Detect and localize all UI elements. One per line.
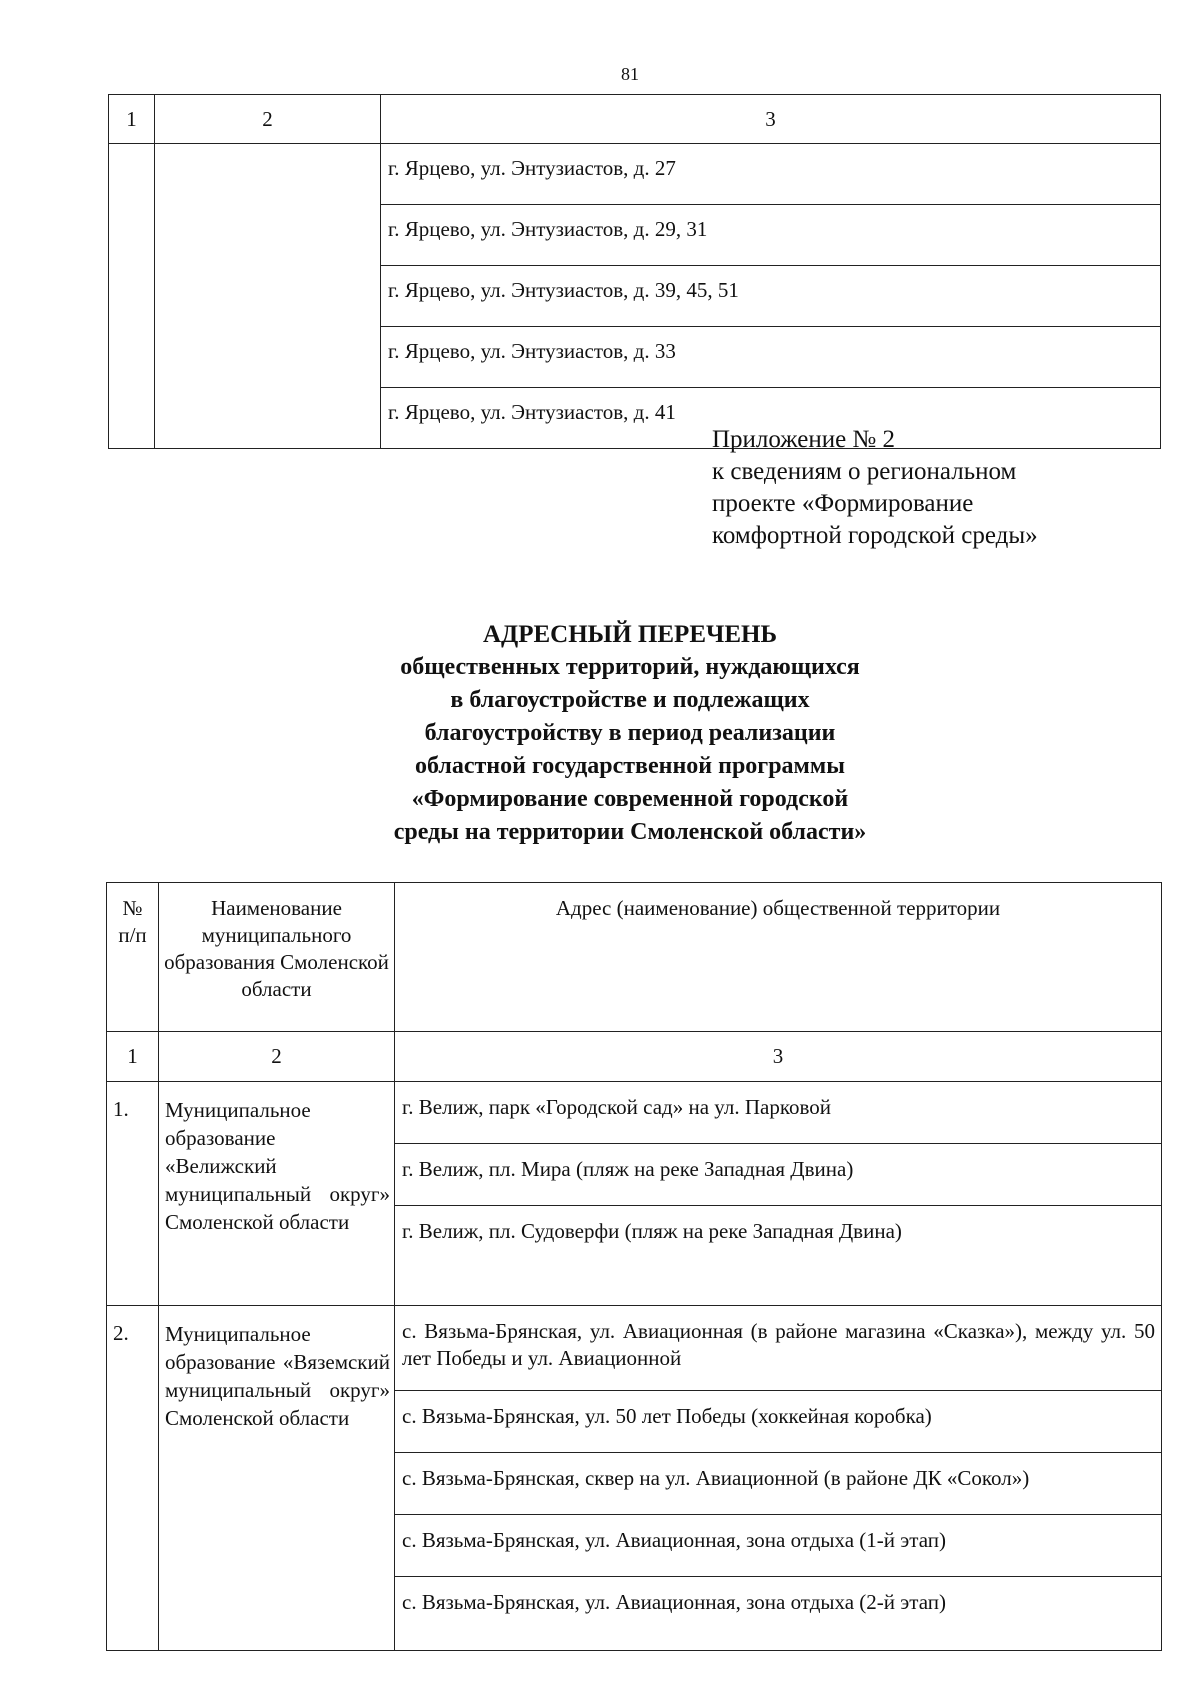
address-cell: с. Вязьма-Брянская, ул. Авиационная (в районе магазина «Сказка»), между ул. 50 лет Победы и ул. Авиационной xyxy=(395,1306,1162,1391)
row-index: 2. xyxy=(107,1306,159,1651)
appendix-line: комфортной городской среды» xyxy=(712,522,1038,549)
header-address: Адрес (наименование) общественной территории xyxy=(395,883,1162,1032)
row-index: 1. xyxy=(107,1082,159,1306)
column-number: 3 xyxy=(395,1032,1162,1082)
column-number-row xyxy=(109,95,1161,144)
address-cell: г. Ярцево, ул. Энтузиастов, д. 29, 31 xyxy=(381,205,1161,266)
column-number: 2 xyxy=(155,95,381,144)
address-cell: г. Ярцево, ул. Энтузиастов, д. 39, 45, 51 xyxy=(381,266,1161,327)
header-number-line: п/п xyxy=(118,923,147,947)
address-table xyxy=(106,882,1162,1651)
municipality-cell: Муниципальное образование «Вяземский муниципальный округ» Смоленской области xyxy=(159,1306,395,1651)
table-row xyxy=(107,1306,1162,1391)
address-cell: г. Велиж, парк «Городской сад» на ул. Парковой xyxy=(395,1082,1162,1144)
table-header-row xyxy=(107,883,1162,1032)
document-title xyxy=(0,618,1200,849)
title-line: областной государственной программы xyxy=(415,753,845,779)
header-municipality: Наименование муниципального образования Смоленской области xyxy=(159,883,395,1032)
title-main: АДРЕСНЫЙ ПЕРЕЧЕНЬ xyxy=(482,621,777,648)
title-line: общественных территорий, нуждающихся xyxy=(400,654,860,680)
address-cell: г. Ярцево, ул. Энтузиастов, д. 41 xyxy=(381,388,1161,449)
appendix-line: к сведениям о региональном xyxy=(712,458,1017,485)
column-number-row xyxy=(107,1032,1162,1082)
title-line: благоустройству в период реализации xyxy=(424,720,836,746)
appendix-line: Приложение № 2 xyxy=(712,426,896,453)
address-cell: г. Ярцево, ул. Энтузиастов, д. 33 xyxy=(381,327,1161,388)
title-line: в благоустройстве и подлежащих xyxy=(450,687,810,713)
address-cell: г. Велиж, пл. Судоверфи (пляж на реке Западная Двина) xyxy=(395,1206,1162,1306)
header-number xyxy=(107,883,159,1032)
address-cell: г. Ярцево, ул. Энтузиастов, д. 27 xyxy=(381,144,1161,205)
appendix-heading xyxy=(712,424,1038,552)
table-row xyxy=(107,1082,1162,1144)
address-cell: г. Велиж, пл. Мира (пляж на реке Западная Двина) xyxy=(395,1144,1162,1206)
address-cell: с. Вязьма-Брянская, ул. Авиационная, зона отдыха (2-й этап) xyxy=(395,1577,1162,1651)
title-line: «Формирование современной городской xyxy=(411,786,849,812)
column-number: 1 xyxy=(109,95,155,144)
table-row xyxy=(109,144,1161,205)
title-line: среды на территории Смоленской области» xyxy=(393,819,867,845)
appendix-line: проекте «Формирование xyxy=(712,490,974,517)
empty-cell xyxy=(155,144,381,449)
address-cell: с. Вязьма-Брянская, ул. 50 лет Победы (хоккейная коробка) xyxy=(395,1391,1162,1453)
column-number: 1 xyxy=(107,1032,159,1082)
header-number-line: № xyxy=(122,896,143,920)
continuation-table xyxy=(108,94,1161,449)
page-number: 81 xyxy=(621,64,639,84)
municipality-cell: Муниципальное образование «Велижский муниципальный округ» Смоленской области xyxy=(159,1082,395,1306)
column-number: 2 xyxy=(159,1032,395,1082)
address-cell: с. Вязьма-Брянская, сквер на ул. Авиационной (в районе ДК «Сокол») xyxy=(395,1453,1162,1515)
empty-cell xyxy=(109,144,155,449)
column-number: 3 xyxy=(381,95,1161,144)
address-cell: с. Вязьма-Брянская, ул. Авиационная, зона отдыха (1-й этап) xyxy=(395,1515,1162,1577)
